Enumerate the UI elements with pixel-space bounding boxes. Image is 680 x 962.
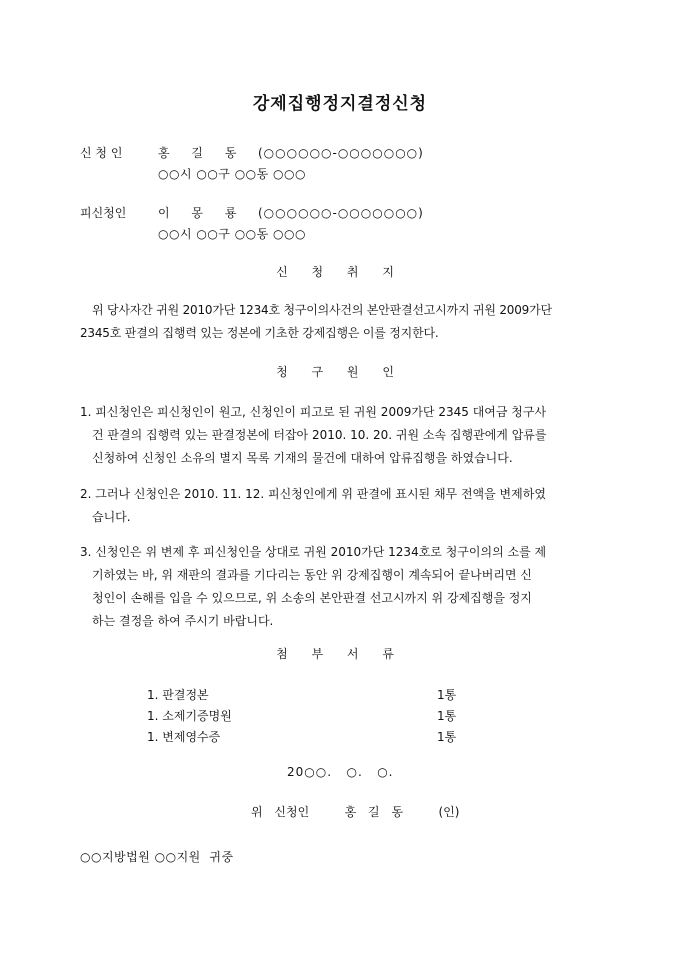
attachment-row (147, 707, 467, 723)
attachment-qty: 1통 (437, 709, 457, 723)
applicant-label: 신 청 인 (80, 146, 123, 160)
attachments-heading: 첨 부 서 류 (276, 647, 404, 661)
respondent-label: 피신청인 (80, 206, 127, 220)
respondent-address: ○○시 ○○구 ○○동 ○○○ (158, 227, 306, 241)
cause-line: 3. 신청인은 위 변제 후 피신청인을 상대로 귀원 2010가단 1234호로 청구이의의 소를 제 (80, 545, 547, 559)
cause-line: 2. 그러나 신청인은 2010. 11. 12. 피신청인에게 위 판결에 표시된 채무 전액을 변제하였 (80, 487, 546, 501)
applicant-name: 홍 길 동 (158, 146, 237, 160)
purpose-paragraph (80, 299, 600, 345)
cause-line: 기하였는 바, 위 재판의 결과를 기다리는 동안 위 강제집행이 계속되어 끝나버리면 신 (92, 568, 532, 582)
attachment-row (147, 728, 467, 744)
cause-line: 1. 피신청인은 피신청인이 원고, 신청인이 피고로 된 귀원 2009가단 2345 대여금 청구사 (80, 405, 547, 419)
attachment-qty: 1통 (437, 730, 457, 744)
attachment-qty: 1통 (437, 688, 457, 702)
purpose-line: 2345호 판결의 집행력 있는 정본에 기초한 강제집행은 이를 정지한다. (80, 326, 439, 340)
cause-item-3 (80, 541, 602, 633)
respondent-name: 이 몽 룡 (158, 206, 237, 220)
attachment-name: 1. 소제기증명원 (147, 709, 232, 723)
purpose-line: 위 당사자간 귀원 2010가단 1234호 청구이의사건의 본안판결선고시까지 귀원 2009가단 (92, 303, 552, 317)
applicant-signature: 위 신청인 홍 길 동 (인) (251, 805, 460, 819)
purpose-heading: 신 청 취 지 (276, 265, 404, 279)
cause-line: 습니다. (92, 510, 131, 524)
cause-item-2 (80, 483, 602, 529)
filing-date: 20○○. ○. ○. (287, 765, 394, 779)
cause-heading: 청 구 원 인 (276, 365, 404, 379)
applicant-address: ○○시 ○○구 ○○동 ○○○ (158, 167, 306, 181)
court-addressee: ○○지방법원 ○○지원 귀중 (80, 850, 234, 864)
cause-line: 건 판결의 집행력 있는 판결정본에 터잡아 2010. 10. 20. 귀원 소속 집행관에게 압류를 (92, 428, 547, 442)
attachment-name: 1. 판결정본 (147, 688, 209, 702)
attachment-row (147, 686, 467, 702)
cause-line: 신청하여 신청인 소유의 별지 목록 기재의 물건에 대하여 압류집행을 하였습니다. (92, 451, 513, 465)
cause-item-1 (80, 401, 602, 470)
document-title: 강제집행정지결정신청 (252, 94, 428, 114)
cause-line: 청인이 손해를 입을 수 있으므로, 위 소송의 본안판결 선고시까지 위 강제집행을 정지 (92, 591, 532, 605)
respondent-id: (○○○○○○-○○○○○○○) (258, 206, 424, 220)
attachment-name: 1. 변제영수증 (147, 730, 221, 744)
applicant-id: (○○○○○○-○○○○○○○) (258, 146, 424, 160)
cause-line: 하는 결정을 하여 주시기 바랍니다. (92, 614, 274, 628)
